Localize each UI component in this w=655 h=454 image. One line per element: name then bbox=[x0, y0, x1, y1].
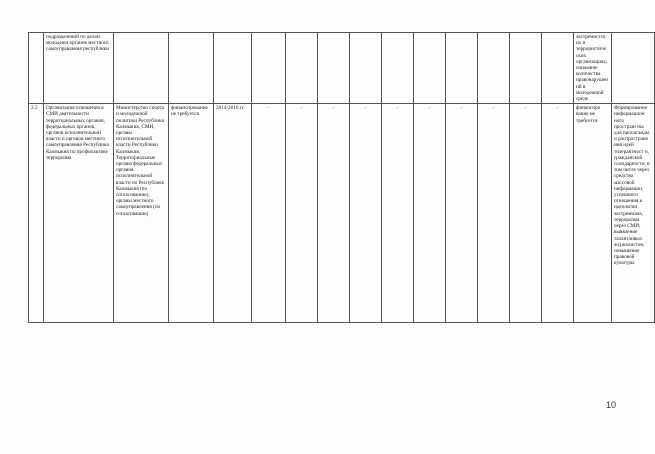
empty-cell bbox=[612, 33, 655, 104]
financing2-text: финансиро вание не требуется bbox=[576, 105, 601, 124]
dash-value: - bbox=[396, 105, 399, 112]
table-row bbox=[29, 33, 655, 104]
row1-result-cell bbox=[574, 33, 612, 104]
dash-cell bbox=[286, 104, 318, 323]
executors-text: Министерство спорта и молодежной политики Республики Калмыкия, СМИ, органы исполнительной власти Республики Калмыкия, Территориальные органы федеральных органов исполнительной власти по Республике Калмыкия (по согласованию), органы местного самоуправления (по согласованию) bbox=[116, 105, 165, 217]
empty-cell bbox=[414, 33, 446, 104]
program-table bbox=[28, 32, 655, 323]
row-number: 2.5 bbox=[31, 105, 38, 112]
empty-cell bbox=[446, 33, 478, 104]
empty-cell bbox=[252, 33, 286, 104]
empty-cell bbox=[478, 33, 510, 104]
dash-value: - bbox=[556, 105, 559, 112]
row2-num-cell bbox=[29, 104, 44, 323]
dash-cell bbox=[382, 104, 414, 323]
empty-cell bbox=[169, 33, 214, 104]
row1-num-cell bbox=[29, 33, 44, 104]
dash-cell bbox=[542, 104, 574, 323]
row2-exec-cell bbox=[114, 104, 169, 323]
page-number: 10 bbox=[605, 400, 616, 410]
empty-cell bbox=[214, 33, 252, 104]
dash-value: - bbox=[460, 105, 463, 112]
dash-value: - bbox=[300, 105, 303, 112]
row2-name-cell bbox=[44, 104, 114, 323]
row2-fin2-cell bbox=[574, 104, 612, 323]
dash-value: - bbox=[428, 105, 431, 112]
row1-result-text: экстремистск их и террористиче ских организациях, снижение количества правонарушен ий в молодежной среде bbox=[576, 34, 608, 103]
dash-value: - bbox=[524, 105, 527, 112]
empty-cell bbox=[286, 33, 318, 104]
dash-value: - bbox=[267, 105, 270, 112]
row2-result-cell bbox=[612, 104, 655, 323]
dash-cell bbox=[510, 104, 542, 323]
financing-text: финансирование не требуется bbox=[171, 105, 208, 118]
empty-cell bbox=[542, 33, 574, 104]
empty-cell bbox=[114, 33, 169, 104]
dash-value: - bbox=[332, 105, 335, 112]
table-row bbox=[29, 104, 655, 323]
row2-period-cell bbox=[214, 104, 252, 323]
dash-cell bbox=[252, 104, 286, 323]
dash-value: - bbox=[492, 105, 495, 112]
row2-fin-cell bbox=[169, 104, 214, 323]
dash-cell bbox=[446, 104, 478, 323]
row1-name-cell bbox=[44, 33, 114, 104]
dash-cell bbox=[350, 104, 382, 323]
empty-cell bbox=[382, 33, 414, 104]
dash-cell bbox=[414, 104, 446, 323]
period-text: 2014-2019 гг. bbox=[216, 105, 245, 112]
dash-cell bbox=[318, 104, 350, 323]
result-text: Формирование информацион ного пространства для пропаганды и распростране ния идей толерантност и, гражданской солидарности, в том числе через средства массовой информации, успешного отношения к идеологии экстремизма, терроризма через СМИ; выявление талантливых журналистов; повышение правовой культуры bbox=[614, 105, 650, 267]
dash-cell bbox=[478, 104, 510, 323]
measure-name: Организация освещения в СМИ деятельности территориальных органов, федеральных органов, органов исполнительной власти и органов местного самоуправления Республики Калмыкия по профилактике терроризма bbox=[46, 105, 110, 161]
empty-cell bbox=[510, 33, 542, 104]
dash-value: - bbox=[364, 105, 367, 112]
row1-name-text: подразделений по делам молодежи органов местного самоуправления республики bbox=[46, 34, 109, 53]
empty-cell bbox=[318, 33, 350, 104]
empty-cell bbox=[350, 33, 382, 104]
